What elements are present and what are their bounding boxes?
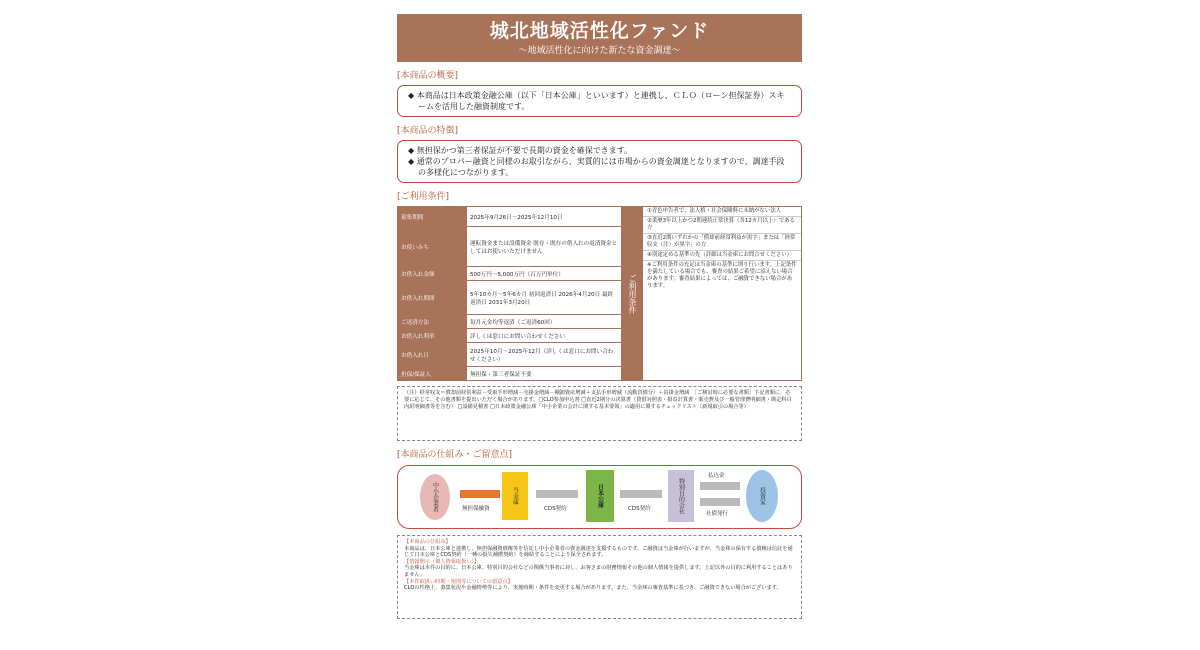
eligibility-item: ②業歴3年以上かつ2期連続正常決算（各12カ月以上）である方 <box>643 217 801 234</box>
payment-label: 払込金 <box>708 473 725 479</box>
cond-key: お借入れ利率 <box>398 329 467 343</box>
cond-key: 担保/保証人 <box>398 367 467 381</box>
investor-node: 投資家 <box>746 470 778 522</box>
scheme-diagram <box>397 465 802 529</box>
cond-value: 詳しくは窓口にお問い合わせください <box>467 329 622 343</box>
eligibility-item: ①青色申告者で、法人格・社会保険料に未納がない法人 <box>643 207 801 217</box>
remarks-heading: 【本商品の仕組み】 <box>404 539 451 545</box>
conditions-section <box>397 206 802 382</box>
overview-heading: [本商品の概要] <box>397 71 459 81</box>
cond-value: 運転資金または設備資金 既存・既存の借入れの返済資金としてはお使いいただけません <box>467 227 622 267</box>
eligibility-note: ※ご利用条件の充足は当金庫の基準に則り行います。上記条件を満たしている場合でも、審査の結果ご希望に添えない場合があります。審査結果によっては、ご融資できない場合があります。 <box>647 262 797 289</box>
issue-label: 社債発行 <box>706 511 729 517</box>
cds-label-1: CDS契約 <box>544 506 567 512</box>
conditions-side-label: ご利用条件 <box>622 206 642 381</box>
spc-node: 特別目的会社 <box>668 470 694 522</box>
loan-label: 無担保融資 <box>462 506 490 512</box>
cond-key: 募集期間 <box>398 207 467 227</box>
cond-value: 無担保・第三者保証不要 <box>467 367 622 381</box>
conditions-table <box>397 206 622 381</box>
cds-arrow <box>536 490 578 498</box>
cond-value: 毎月元金均等返済（ご返済60回） <box>467 315 622 329</box>
page-title: 城北地域活性化ファンド <box>489 20 710 42</box>
page-subtitle: ～地域活性化に向けた新たな資金調達～ <box>518 46 681 56</box>
eligibility-item: ③直近2期いずれかの「償却前経常利益が黒字」または「経常収支（注）が黒字」の方 <box>643 234 801 251</box>
features-item: ◆ 無担保かつ第三者保証が不要で長期の資金を確保できます。 <box>408 146 633 155</box>
eligibility-list <box>642 206 802 381</box>
features-box <box>397 140 802 183</box>
remarks-heading: 【本件取扱い時期・規則等についての留意点】 <box>404 578 513 585</box>
cond-value: 2025年9月26日～2025年12月10日 <box>467 207 622 227</box>
issue-arrow <box>700 498 740 506</box>
scheme-heading: [本商品の仕組み・ご留意点] <box>397 450 513 460</box>
cond-key: お借入れ日 <box>398 343 467 367</box>
conditions-heading: [ご利用条件] <box>397 192 450 202</box>
notes-box: （注）経常収支＝償却前経常利益－受取手形増減－売掛金増減－棚卸資産増減＋支払手形増減（流動負債分）＋買掛金増減 ［ご検討時に必要な書類］下記書類に、必要に応じて、その他書類を提出いただく場合があります。□CLO参加申込書 □直近2期分の決算書（貸借対照表・損益計算書・販売費及び一般管理費明細書・勘定科目内訳明細書等を含む） □設備見積書 □日本政策金融公庫「中小企業の会計に関する基本要領」の適用に関するチェックリスト（新規取引の場合等） <box>397 386 802 441</box>
sme-node: 中小企業者 <box>420 474 450 520</box>
shinkin-node: 当金庫 <box>502 472 528 520</box>
jfc-node: 日本公庫 <box>586 470 614 522</box>
cond-key: お借入れ期間 <box>398 281 467 315</box>
cond-value: 2025年10月～2025年12月（詳しくは窓口にお問い合わせください） <box>467 343 622 367</box>
loan-arrow <box>460 490 500 498</box>
overview-box <box>397 85 802 117</box>
cond-key: お借入れ金額 <box>398 267 467 281</box>
payment-arrow <box>700 482 740 490</box>
remarks-heading: 【情報開示（個人情報取扱い）】 <box>404 558 480 565</box>
cond-key: ご返済方法 <box>398 315 467 329</box>
overview-item: ◆ 本商品は日本政策金融公庫（以下「日本公庫」といいます）と連携し、ＣＬＯ（ローン担保証券）スキームを活用した融資制度です。 <box>408 91 785 111</box>
cond-value: 5年10カ月～5年6カ月 初回返済日 2026年4月20日 最終返済日 2031年3月20日 <box>467 281 622 315</box>
eligibility-item: ④別途定める基準の先（詳細は当金庫にお問合せください） <box>643 251 801 261</box>
remarks-text: 本商品は、日本公庫と連携し、無担保融資債権等を信託し中小企業者の資金調達を支援するものです。ご融資は当金庫が行いますが、当金庫の保有する債権は信託を通じて日本公庫とCDS契約（一種の損失補償契約）を締結することにより保全されます。 <box>404 545 793 559</box>
title-banner <box>397 14 802 62</box>
document <box>397 14 802 619</box>
remarks-text: 当金庫は本件の目的に、日本公庫、特別目的会社などの関係当事者に対し、お客さまの財務情報その他の個人情報を提供します。上記以外の目的に利用することはありません。 <box>404 565 793 578</box>
cond-value: 500万円～5,000万円（百万円単位） <box>467 267 622 281</box>
remarks-box <box>397 535 802 619</box>
features-heading: [本商品の特徴] <box>397 126 459 136</box>
features-item: ◆ 通常のプロパー融資と同様のお取引ながら、実質的には市場からの資金調達となりますので、調達手段の多様化につながります。 <box>408 157 785 177</box>
remarks-text: CLOの性格上、募集状況や金融情勢等により、実施時期・条件を変更する場合があります。また、当金庫の審査基準に基づき、ご融資できない場合がございます。 <box>404 585 782 592</box>
cds-arrow <box>620 490 662 498</box>
cond-key: お使いみち <box>398 227 467 267</box>
cds-label-2: CDS契約 <box>628 506 651 512</box>
